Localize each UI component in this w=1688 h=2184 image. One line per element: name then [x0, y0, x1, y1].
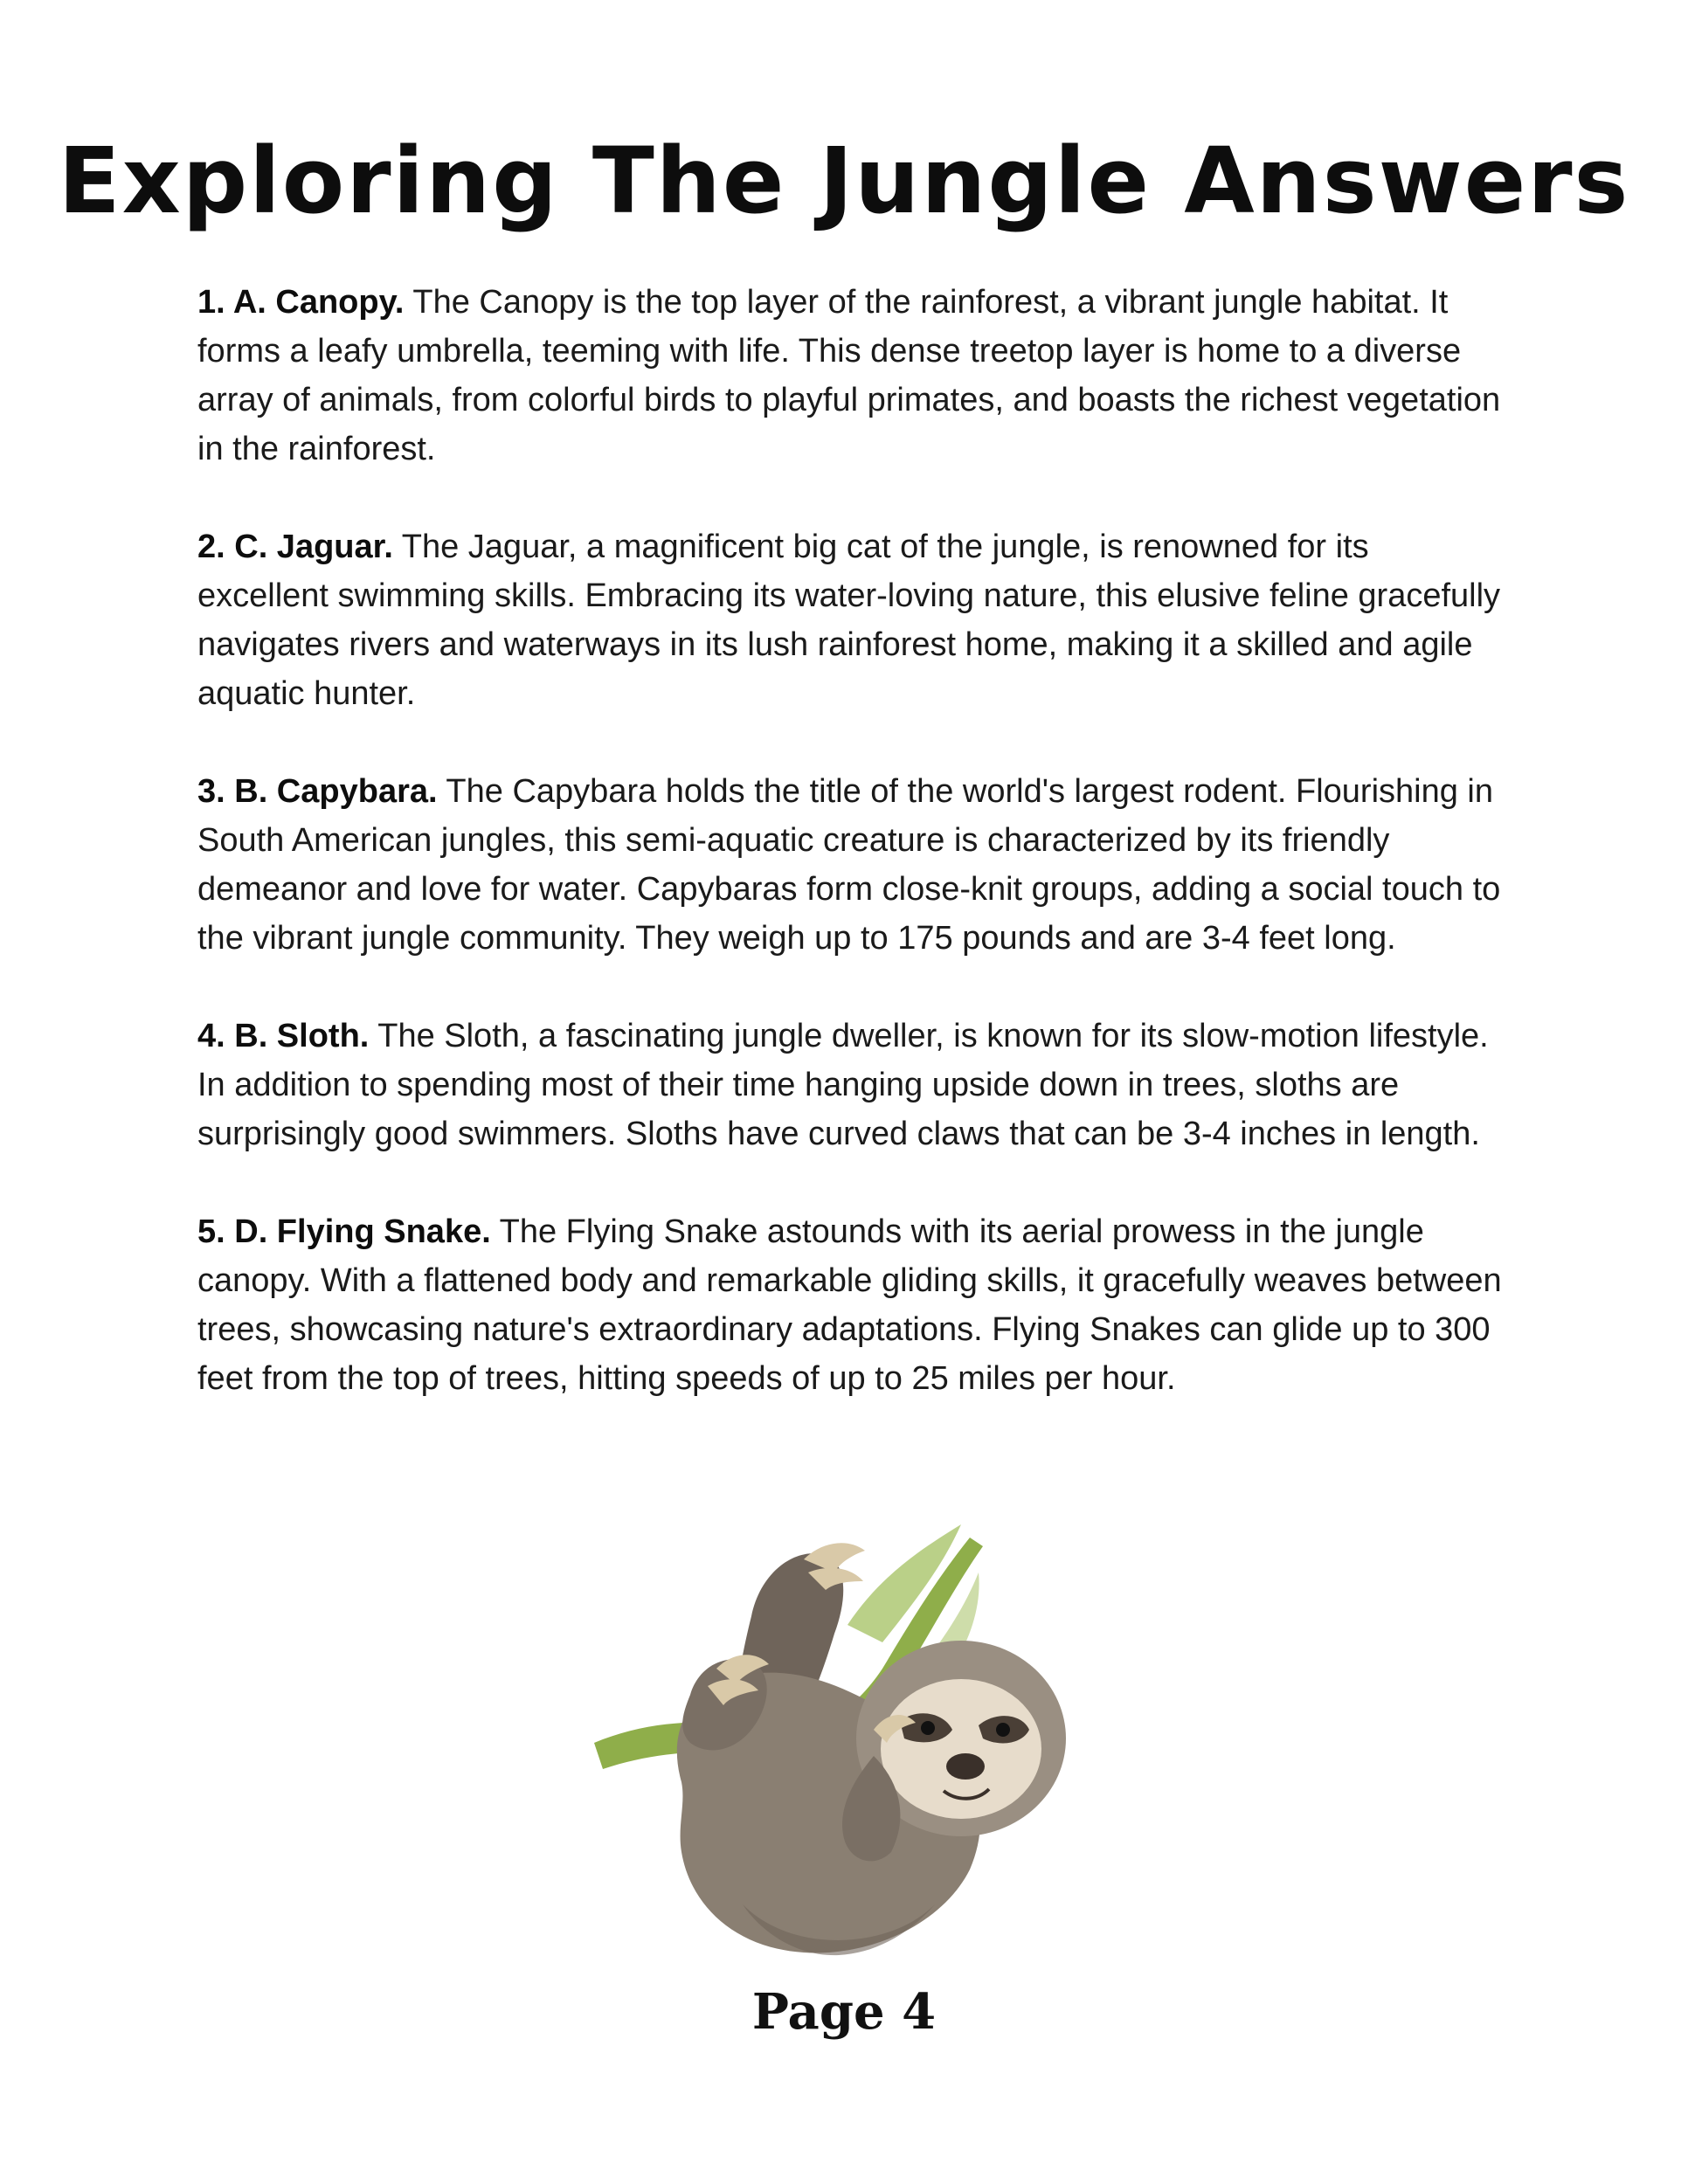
answer-label: 1. A. Canopy. [197, 284, 405, 321]
answer-label: 3. B. Capybara. [197, 773, 438, 810]
answer-label: 5. D. Flying Snake. [197, 1213, 491, 1250]
answer-item [197, 1012, 1508, 1158]
answer-text: The Jaguar, a magnificent big cat of the jungle, is renowned for its excellent swimming skills. Embracing its water-loving nature, this elusive feline gracefully navigates rivers and waterways in its lush rainforest home, making it a skilled and agile aquatic hunter. [197, 529, 1501, 712]
answer-label: 2. C. Jaguar. [197, 529, 393, 565]
answer-item [197, 278, 1508, 473]
answer-text: The Sloth, a fascinating jungle dweller, is known for its slow-motion lifestyle. In addition to spending most of their time hanging upside down in trees, sloths are surprisingly good swimmers. Sloths have curved claws that can be 3-4 inches in length. [197, 1018, 1489, 1152]
answer-label: 4. B. Sloth. [197, 1018, 370, 1054]
page-number: Page 4 [751, 1983, 937, 2041]
answer-item [197, 522, 1508, 718]
page-title: Exploring The Jungle Answers [58, 128, 1630, 234]
answer-text: The Canopy is the top layer of the rainforest, a vibrant jungle habitat. It forms a leafy umbrella, teeming with life. This dense treetop layer is home to a diverse array of animals, from colorful birds to playful primates, and boasts the richest vegetation in the rainforest. [197, 284, 1501, 467]
answer-text: The Flying Snake astounds with its aerial prowess in the jungle canopy. With a flattened body and remarkable gliding skills, it gracefully weaves between trees, showcasing nature's extraordinary adaptations. Flying Snakes can glide up to 300 feet from the top of trees, hitting speeds of up to 25 miles per hour. [197, 1213, 1502, 1397]
answer-item [197, 767, 1508, 963]
answer-text: The Capybara holds the title of the world's largest rodent. Flourishing in South American jungles, this semi-aquatic creature is characterized by its friendly demeanor and love for water. Capybaras form close-knit groups, adding a social touch to the vibrant jungle community. They weigh up to 175 pounds and are 3-4 feet long. [197, 773, 1501, 957]
answer-item [197, 1207, 1508, 1403]
sloth-illustration [585, 1520, 1118, 1974]
answers-list [197, 278, 1508, 1452]
